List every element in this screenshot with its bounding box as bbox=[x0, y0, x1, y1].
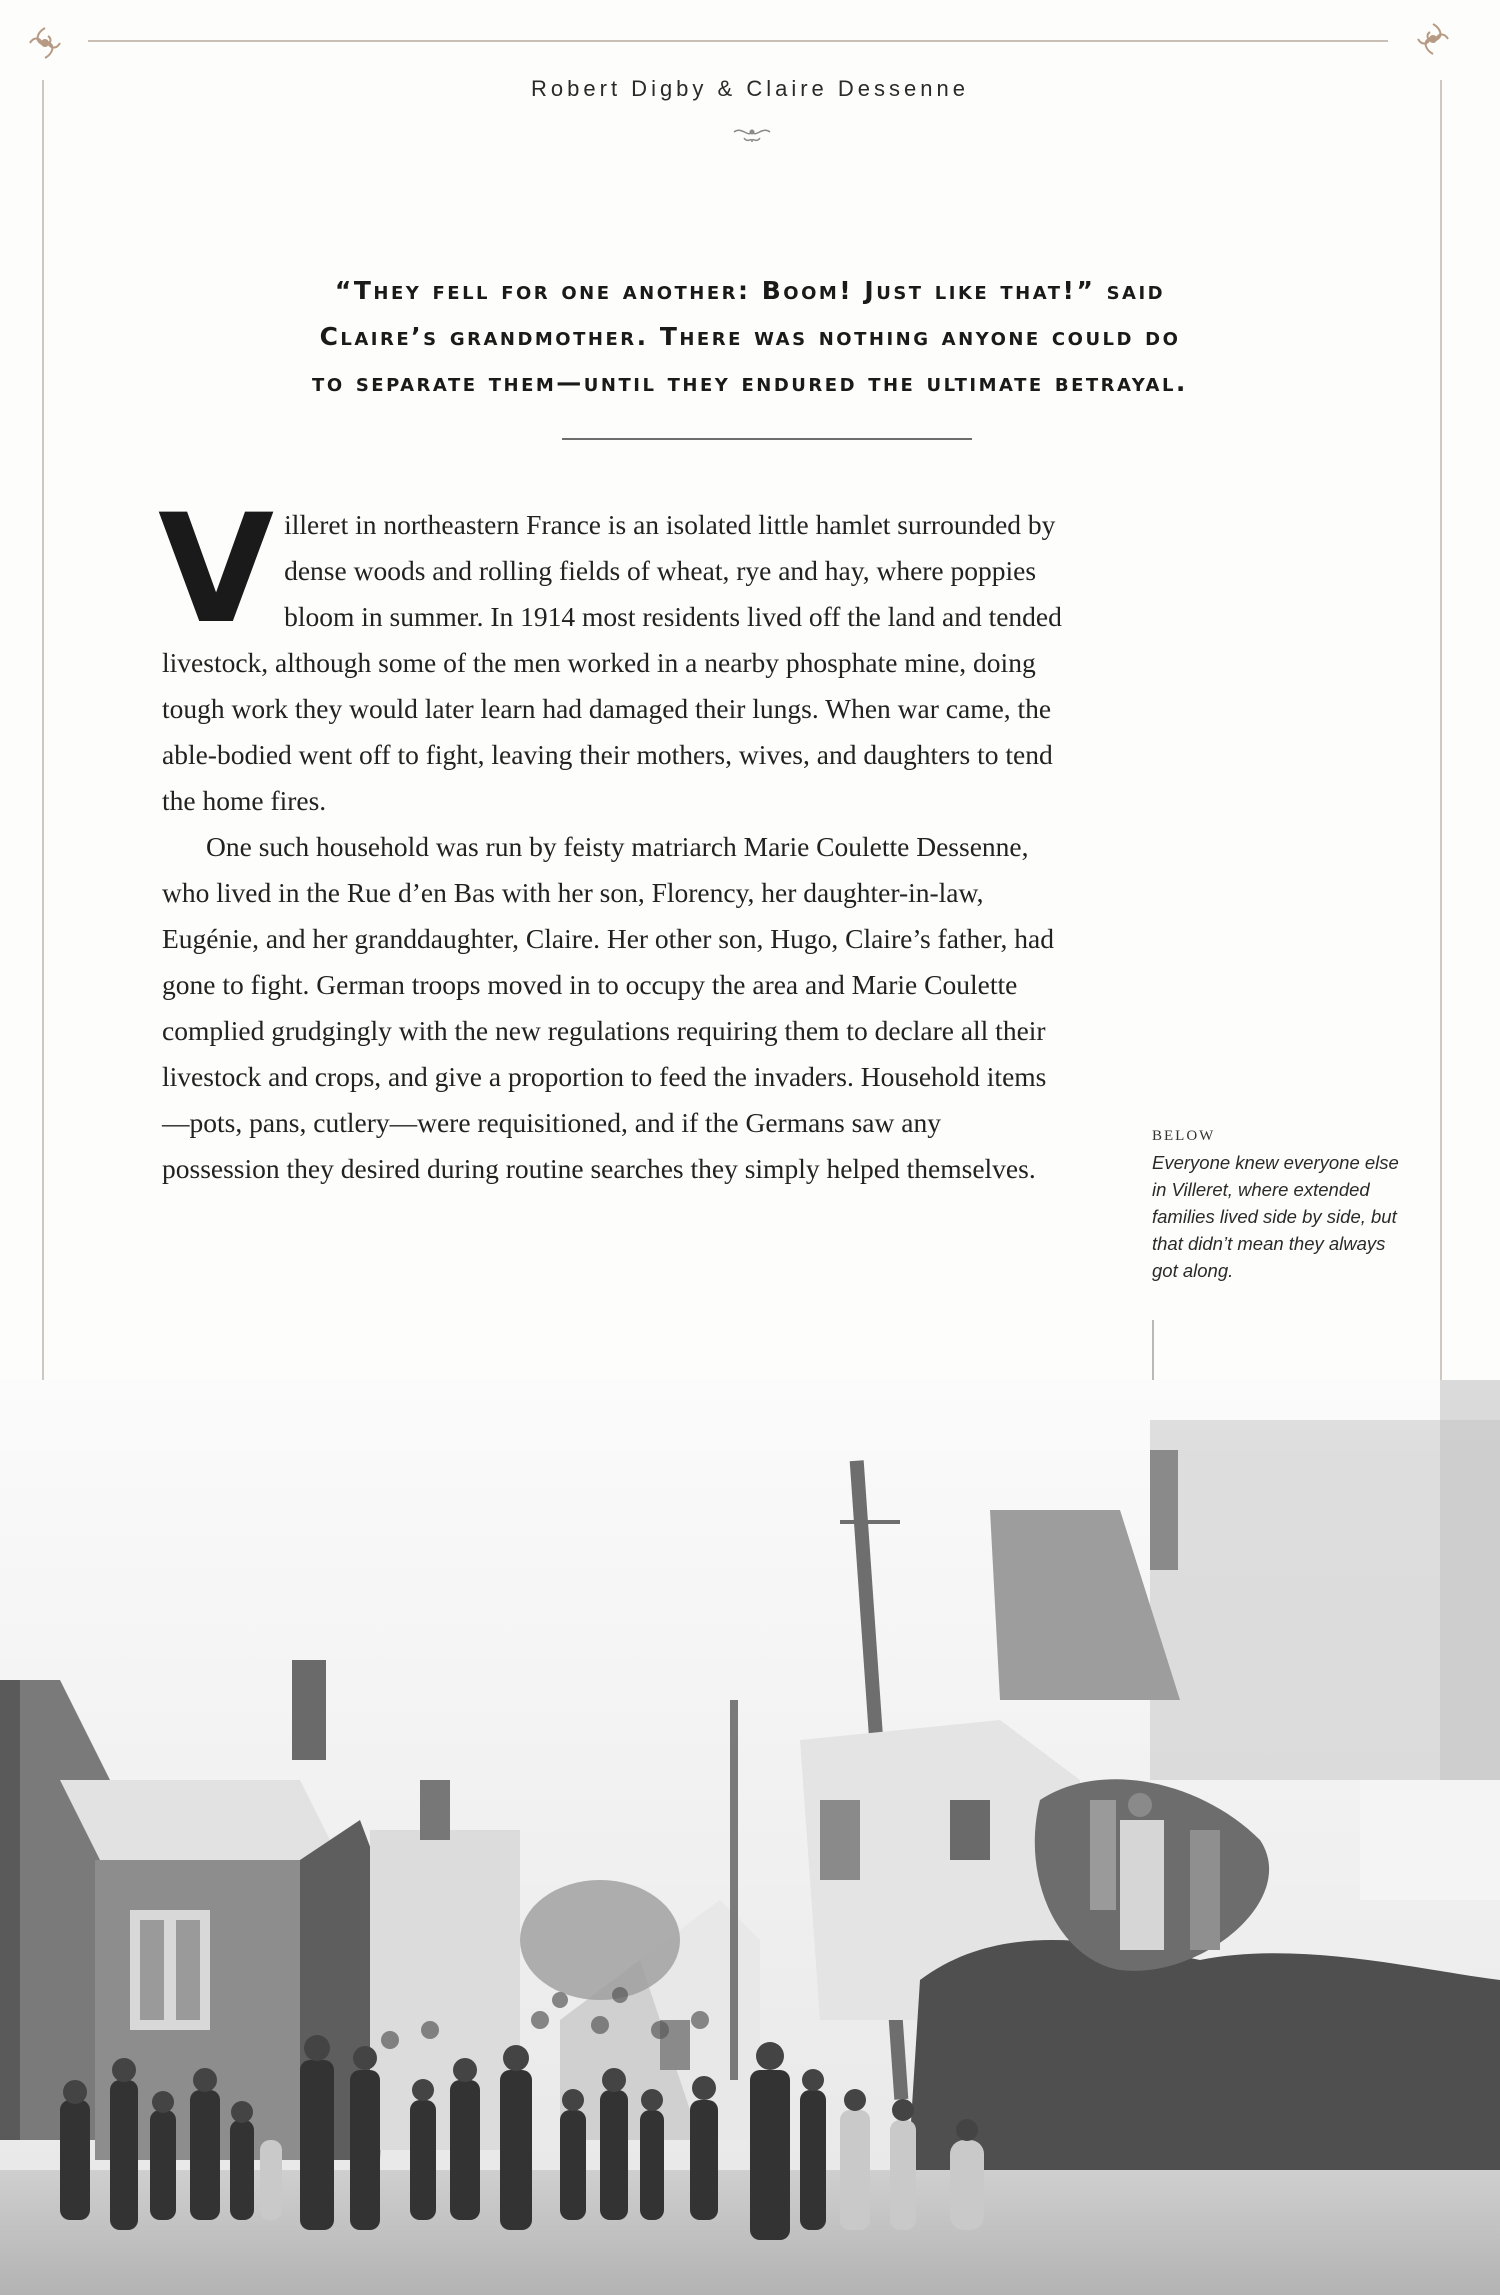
pull-quote-line: “They fell for one another: Boom! Just like that!” said bbox=[334, 276, 1166, 305]
paragraph-text: illeret in northeastern France is an isolated little hamlet surrounded by dense woods and rolling fields of wheat, rye and hay, where poppies bloom in summer. In 1914 most residents lived off the land and tended livestock, although some of the men worked in a nearby phosphate mine, doing tough work they would later learn had damaged their lungs. When war came, the able-bodied went off to fight, leaving their mothers, wives, and daughters to tend the home fires. bbox=[162, 509, 1062, 816]
pull-quote-divider bbox=[562, 438, 972, 440]
pull-quote-line: to separate them—until they endured the ultimate betrayal. bbox=[312, 368, 1188, 397]
running-head: Robert Digby & Claire Dessenne bbox=[531, 76, 969, 101]
border-rule-right bbox=[1440, 80, 1442, 1580]
article-paragraph bbox=[158, 483, 1062, 824]
flourish-divider-icon bbox=[730, 124, 774, 148]
pull-quote bbox=[150, 268, 1350, 406]
border-rule-top bbox=[88, 40, 1388, 42]
corner-flourish-icon bbox=[20, 18, 70, 68]
pull-quote-line: Claire’s grandmother. There was nothing anyone could do bbox=[319, 322, 1181, 351]
drop-cap: V bbox=[158, 483, 275, 657]
border-rule-left bbox=[42, 80, 44, 1580]
photo-caption bbox=[1152, 1128, 1402, 1284]
village-street-photo bbox=[0, 1380, 1500, 2295]
corner-flourish-icon bbox=[1408, 14, 1458, 64]
caption-kicker: BELOW bbox=[1152, 1128, 1216, 1144]
article-paragraph: One such household was run by feisty matriarch Marie Coulette Dessenne, who lived in the Rue d’en Bas with her son, Florency, her daughter-in-law, Eugénie, and her granddaughter, Claire. Her other son, Hugo, Claire’s father, had gone to fight. German troops moved in to occupy the area and Marie Coulette complied grudgingly with the new regulations requiring them to declare all their livestock and crops, and give a proportion to feed the invaders. Household items—pots, pans, cutlery—were requisitioned, and if the Germans saw any possession they desired during routine searches they simply helped themselves. bbox=[162, 831, 1055, 1184]
article-body bbox=[158, 483, 1062, 1192]
village-photograph bbox=[0, 1380, 1500, 2295]
caption-text: Everyone knew everyone else in Villeret, where extended families lived side by side, but that didn’t mean they always got along. bbox=[1152, 1152, 1399, 1281]
